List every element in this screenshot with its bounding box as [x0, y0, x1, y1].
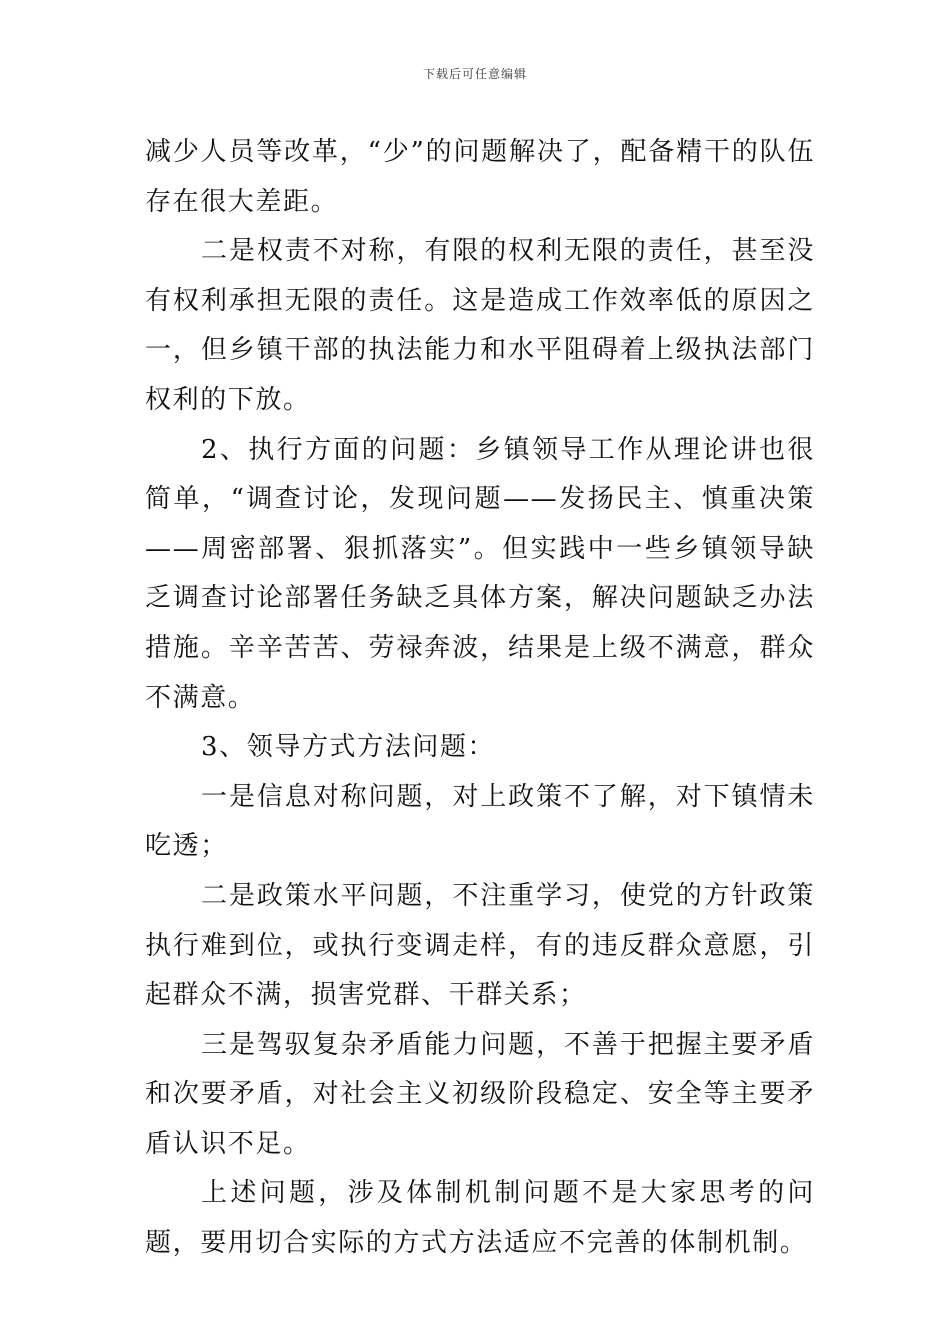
- paragraph-policy-level: 二是政策水平问题，不注重学习，使党的方针政策执行难到位，或执行变调走样，有的违反群众意愿，引起群众不满，损害党群、干群关系；: [145, 880, 815, 1011]
- document-body: [145, 128, 815, 1269]
- page-header: 下载后可任意编辑: [422, 67, 527, 81]
- paragraph-conclusion: 上述问题，涉及体制机制问题不是大家思考的问题，要用切合实际的方式方法适应不完善的体制机制。: [145, 1178, 815, 1259]
- paragraph-power-responsibility: 二是权责不对称，有限的权利无限的责任，甚至没有权利承担无限的责任。这是造成工作效率低的原因之一，但乡镇干部的执法能力和水平阻碍着上级执法部门权利的下放。: [145, 236, 815, 415]
- paragraph-execution-issues: 2、执行方面的问题：乡镇领导工作从理论讲也很简单，“调查讨论，发现问题——发扬民主、慎重决策——周密部署、狠抓落实”。但实践中一些乡镇领导缺乏调查讨论部署任务缺乏具体方案，解决问题缺乏办法措施。辛辛苦苦、劳禄奔波，结果是上级不满意，群众不满意。: [145, 434, 815, 713]
- paragraph-leadership-methods-heading: 3、领导方式方法问题：: [201, 732, 496, 763]
- paragraph-continuation: 减少人员等改革，“少”的问题解决了，配备精干的队伍存在很大差距。: [145, 137, 815, 217]
- paragraph-information-symmetry: 一是信息对称问题，对上政策不了解，对下镇情未吃透；: [145, 781, 815, 862]
- paragraph-complex-contradictions: 三是驾驭复杂矛盾能力问题，不善于把握主要矛盾和次要矛盾，对社会主义初级阶段稳定、安全等主要矛盾认识不足。: [145, 1029, 815, 1159]
